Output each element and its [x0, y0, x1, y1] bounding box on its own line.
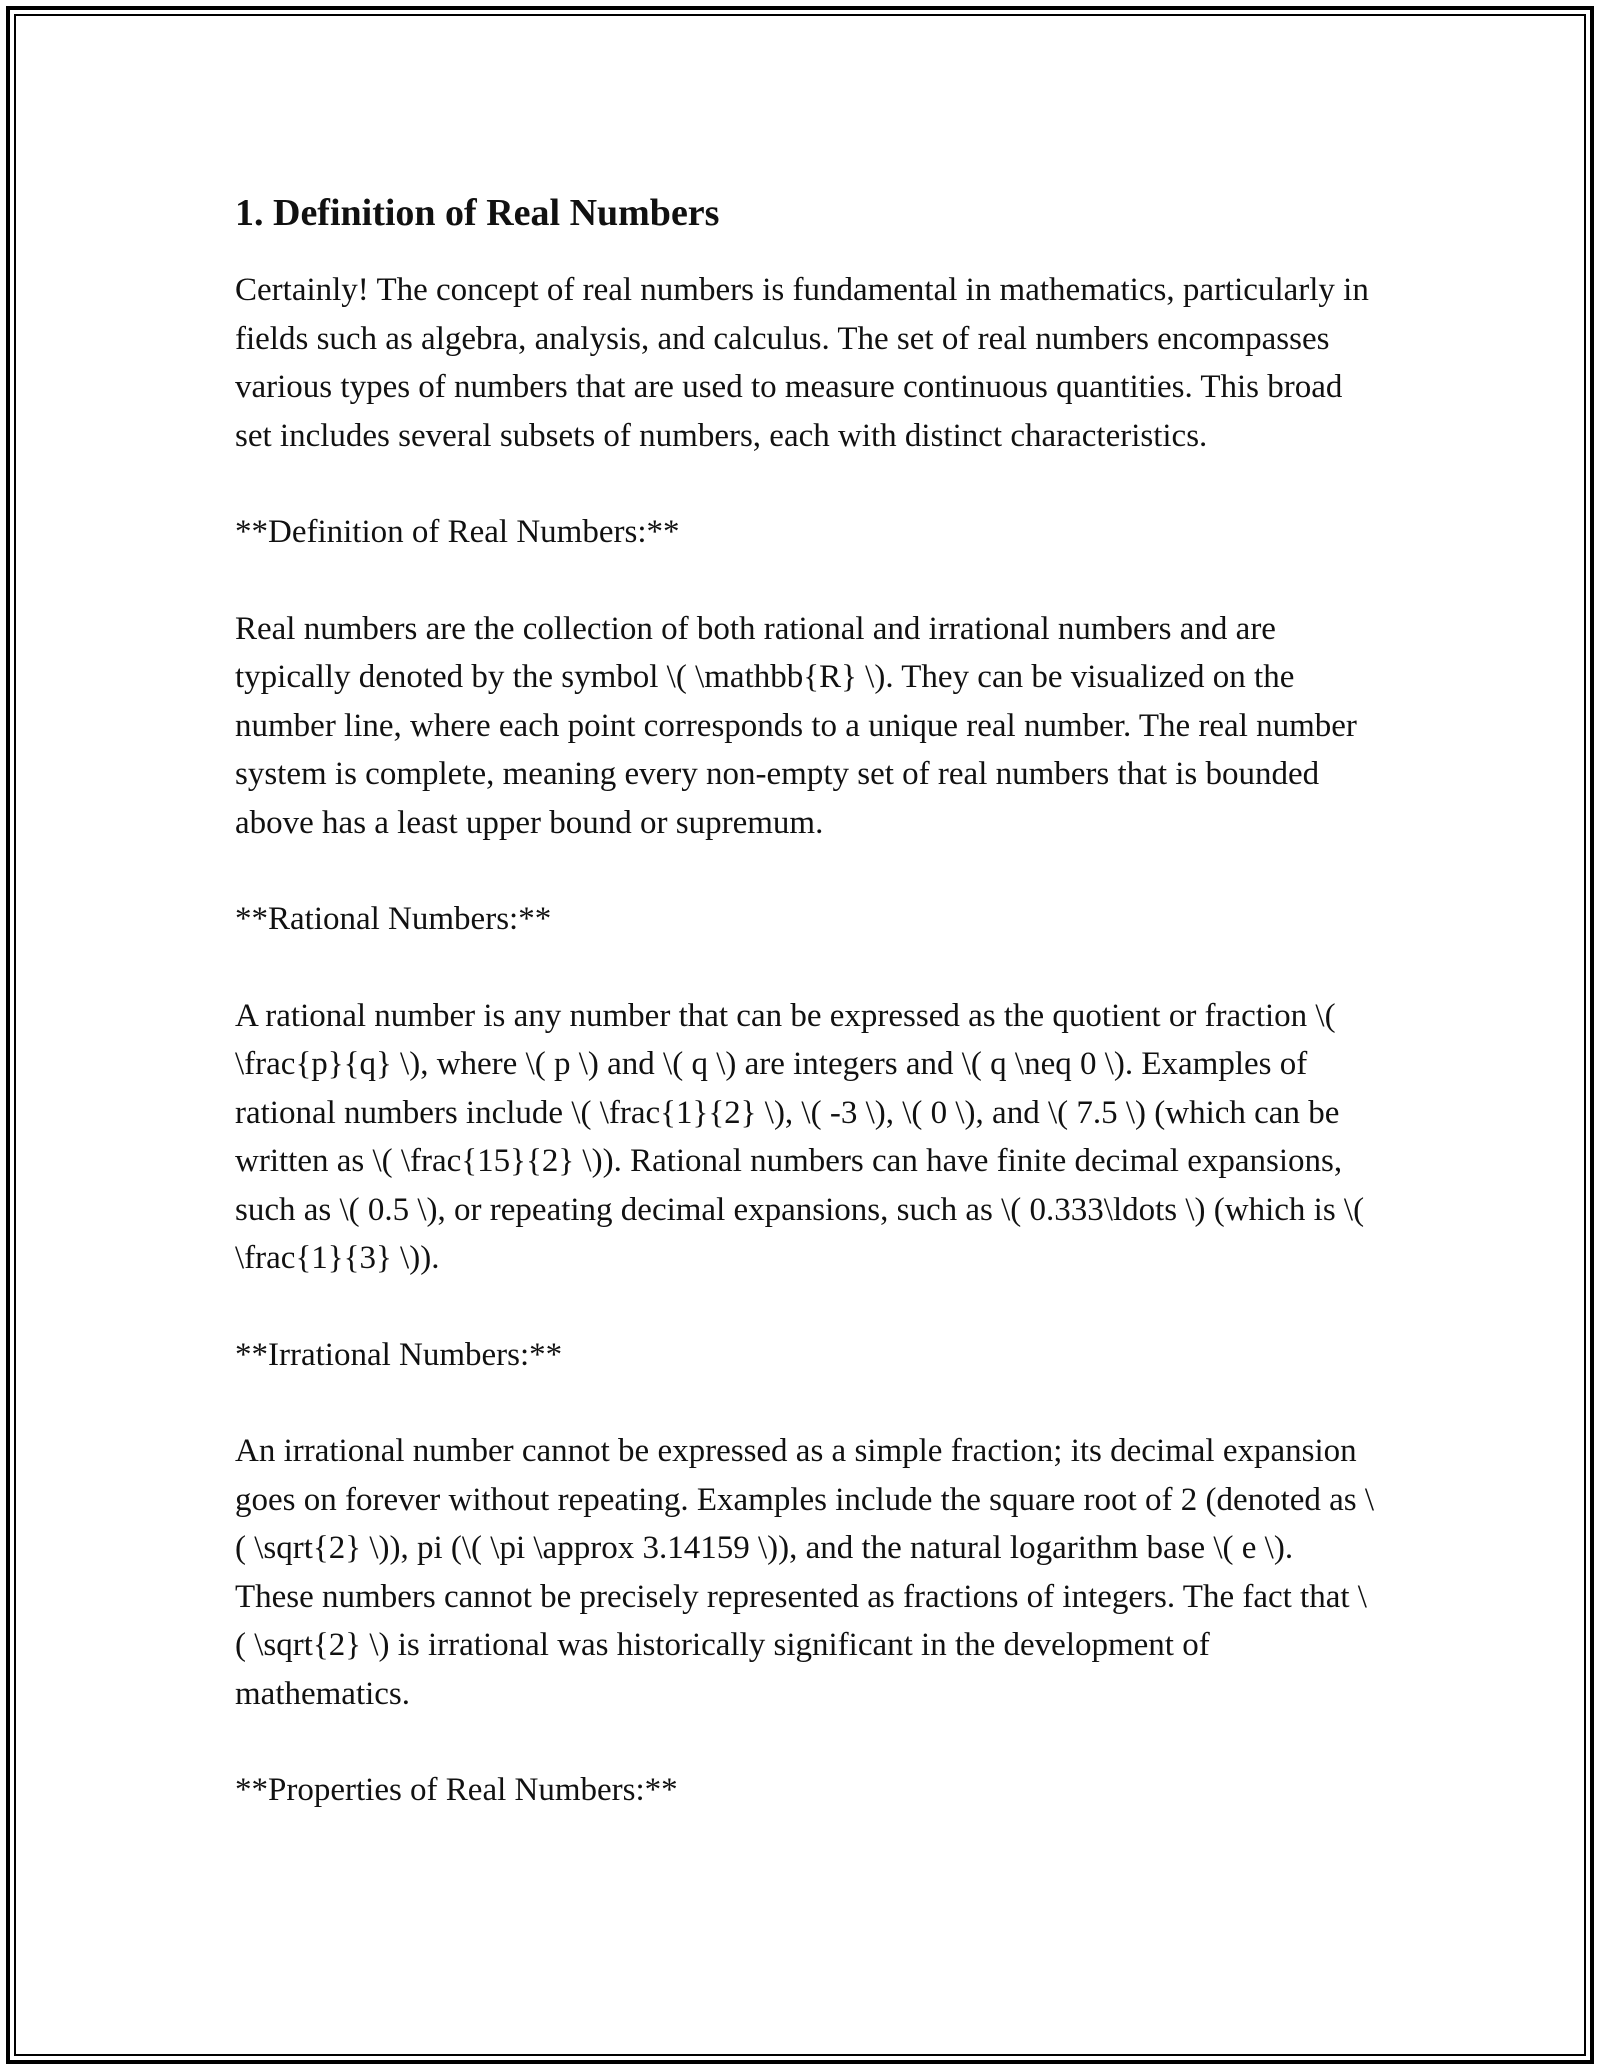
properties-heading: **Properties of Real Numbers:**: [235, 1772, 678, 1808]
definition-paragraph: Real numbers are the collection of both rational and irrational numbers and are typically denoted by the symbol \( \mathbb{R} \). They can be visualized on the number line, where each point corresponds to a unique real number. The real number system is complete, meaning every non-empty set of real numbers that is bounded above has a least upper bound or supremum.: [235, 610, 1357, 841]
rational-heading: **Rational Numbers:**: [235, 901, 552, 937]
irrational-heading: **Irrational Numbers:**: [235, 1336, 563, 1373]
section-title: 1. Definition of Real Numbers: [235, 192, 720, 234]
document-body: [235, 186, 1375, 1863]
rational-paragraph: A rational number is any number that can be expressed as the quotient or fraction \( \frac{p}{q} \), where \( p \) and \( q \) are integers and \( q \neq 0 \). Examples of rational numbers include \( \frac{1}{2} \), \( -3 \), \( 0 \), and \( 7.5 \) (which can be written as \( \frac{15}{2} \)). Rational numbers can have finite decimal expansions, such as \( 0.5 \), or repeating decimal expansions, such as \( 0.333\ldots \) (which is \( \frac{1}{3} \)).: [235, 997, 1365, 1276]
irrational-paragraph: An irrational number cannot be expressed as a simple fraction; its decimal expansion goes on forever without repeating. Examples include the square root of 2 (denoted as \( \sqrt{2} \)), pi (\( \pi \approx 3.14159 \)), and the natural logarithm base \( e \). These numbers cannot be precisely represented as fractions of integers. The fact that \( \sqrt{2} \) is irrational was historically significant in the development of mathematics.: [235, 1433, 1375, 1712]
definition-heading: **Definition of Real Numbers:**: [235, 514, 680, 550]
intro-paragraph: Certainly! The concept of real numbers is fundamental in mathematics, particularly in fields such as algebra, analysis, and calculus. The set of real numbers encompasses various types of numbers that are used to measure continuous quantities. This broad set includes several subsets of numbers, each with distinct characteristics.: [235, 272, 1369, 454]
